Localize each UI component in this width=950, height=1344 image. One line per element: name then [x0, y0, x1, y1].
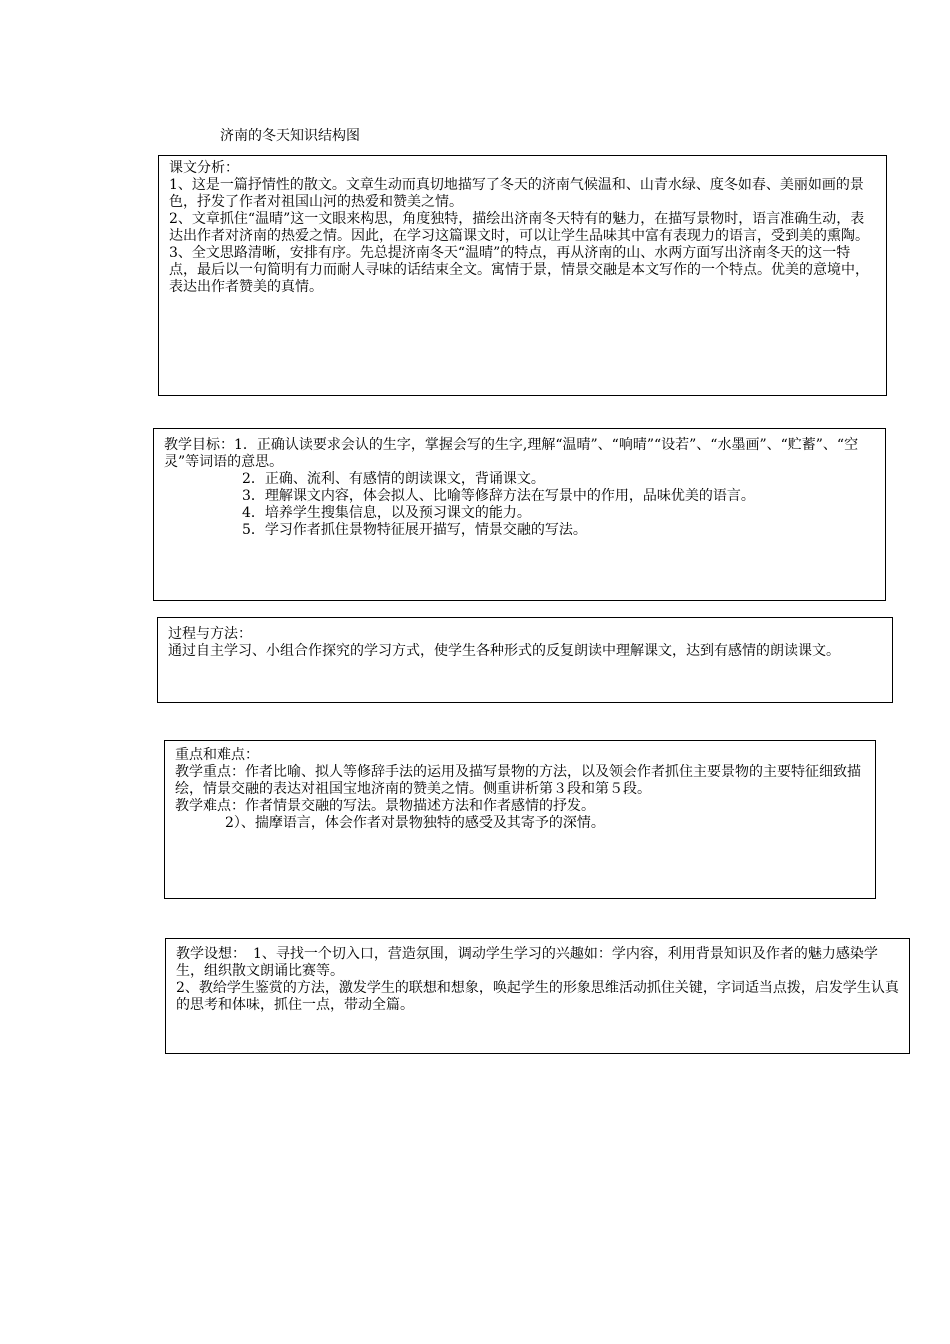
analysis-point-1: 1、这是一篇抒情性的散文。文章生动而真切地描写了冬天的济南气候温和、山青水绿、度冬如春、美丽如画的景色，抒发了作者对祖国山河的热爱和赞美之情。 [169, 177, 864, 210]
teaching-key-point: 教学重点：作者比喻、拟人等修辞手法的运用及描写景物的方法，以及领会作者抓住主要景物的主要特征细致描绘，情景交融的表达对祖国宝地济南的赞美之情。侧重讲析第３段和第５段。 [175, 764, 861, 797]
goal-4: 4．培养学生搜集信息，以及预习课文的能力。 [242, 505, 531, 521]
process-body: 通过自主学习、小组合作探究的学习方式，使学生各种形式的反复朗读中理解课文，达到有感情的朗读课文。 [168, 643, 840, 659]
process-method-box [157, 617, 893, 703]
teaching-difficult-point: 教学难点：作者情景交融的写法。景物描述方法和作者感情的抒发。 [175, 798, 595, 814]
analysis-point-2: 2、文章抓住“温晴”这一文眼来构思，角度独特，描绘出济南冬天特有的魅力，在描写景物时，语言准确生动，表达出作者对济南的热爱之情。因此，在学习这篇课文时，可以让学生品味其中富有表现力的语言，受到美的熏陶。 [169, 211, 869, 244]
goal-3: 3．理解课文内容，体会拟人、比喻等修辞方法在写景中的作用，品味优美的语言。 [242, 488, 755, 504]
goal-1: 教学目标：1．正确认读要求会认的生字，掌握会写的生字,理解“温晴”、“响晴”“设若”、“水墨画”、“贮蓄”、“空灵”等词语的意思。 [164, 437, 859, 470]
goal-2: 2．正确、流利、有感情的朗读课文，背诵课文。 [242, 471, 545, 487]
key-difficult-points-box [164, 740, 876, 899]
process-heading: 过程与方法： [168, 626, 252, 642]
teaching-design-box [165, 938, 910, 1054]
goal-5: 5．学习作者抓住景物特征展开描写，情景交融的写法。 [242, 522, 587, 538]
teaching-difficult-point-2: 2）、揣摩语言，体会作者对景物独特的感受及其寄予的深情。 [225, 815, 605, 831]
analysis-point-3: 3、全文思路清晰，安排有序。先总提济南冬天“温晴”的特点，再从济南的山、水两方面写出济南冬天的这一特点，最后以一句简明有力而耐人寻味的话结束全文。寓情于景，情景交融是本文写作的一个特点。优美的意境中，表达出作者赞美的真情。 [169, 245, 869, 295]
design-point-2: 2、教给学生鉴赏的方法，激发学生的联想和想象，唤起学生的形象思维活动抓住关键，字词适当点拨，启发学生认真的思考和体味，抓住一点，带动全篇。 [176, 980, 899, 1013]
keypoints-heading: 重点和难点： [175, 747, 259, 763]
analysis-heading: 课文分析： [169, 160, 239, 176]
teaching-goals-box [153, 428, 886, 601]
text-analysis-box [158, 155, 887, 396]
design-point-1: 教学设想： 1、寻找一个切入口，营造氛围，调动学生学习的兴趣如：学内容，利用背景知识及作者的魅力感染学生，组织散文朗诵比赛等。 [176, 946, 878, 979]
page-title: 济南的冬天知识结构图 [220, 128, 360, 144]
